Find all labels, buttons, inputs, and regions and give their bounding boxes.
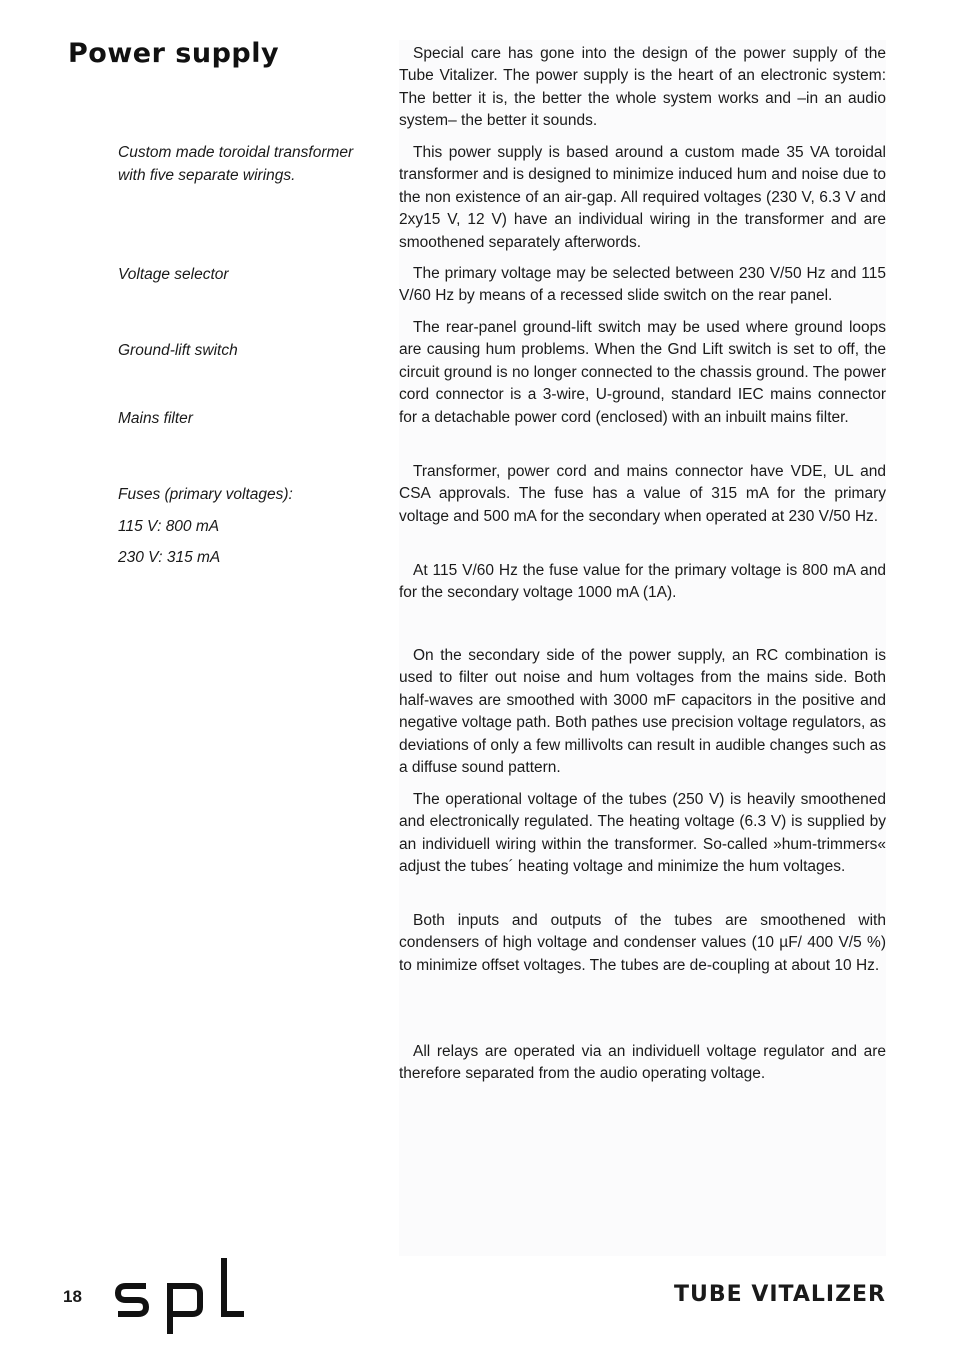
margin-note-ground-lift: Ground-lift switch <box>118 342 238 359</box>
spl-logo <box>114 1254 246 1340</box>
paragraph-intro: Special care has gone into the design of the power supply of the Tube Vitalizer. The power supply is the heart of an electronic system: The better it is, the better the whole system works and –in an audio system– the better it sounds. <box>399 45 886 130</box>
margin-note-voltage-selector: Voltage selector <box>118 266 229 283</box>
paragraph-secondary-side: On the secondary side of the power supply, an RC combination is used to filter out noise and hum voltages from the mains side. Both half-waves are smoothed with 3000 mF capacitors in the positive and negative voltage path. Both pathes use precision voltage regulators, as deviations of only a few millivolts can result in audible changes such as a diffuse sound pattern. <box>399 647 886 777</box>
product-name: TUBE VITALIZER <box>674 1282 886 1307</box>
paragraph-condensers: Both inputs and outputs of the tubes are smoothened with condensers of high voltage and condenser values (10 µF/ 400 V/5 %) to minimize offset voltages. The tubes are de-coupling at about 10 Hz. <box>399 912 886 974</box>
margin-note-mains-filter: Mains filter <box>118 410 193 427</box>
paragraph-voltage-selector: The primary voltage may be selected between 230 V/50 Hz and 115 V/60 Hz by means of a recessed slide switch on the rear panel. <box>399 265 886 305</box>
page-title: Power supply <box>68 38 280 69</box>
margin-note-transformer: Custom made toroidal transformer with five separate wirings. <box>118 144 354 184</box>
margin-note-fuses-heading: Fuses (primary voltages): <box>118 486 293 503</box>
paragraph-approvals: Transformer, power cord and mains connector have VDE, UL and CSA approvals. The fuse has a value of 315 mA for the primary voltage and 500 mA for the secondary when operated at 230 V/50 Hz. <box>399 463 886 525</box>
page-number: 18 <box>63 1287 82 1306</box>
paragraph-ground-lift: The rear-panel ground-lift switch may be used where ground loops are causing hum problems. When the Gnd Lift switch is set to off, the circuit ground is no longer connected to the chassis ground. The power cord connector is a 3-wire, U-ground, standard IEC mains connector for a detachable power cord (enclosed) with an inbuilt mains filter. <box>399 319 886 426</box>
margin-note-fuse-115: 115 V: 800 mA <box>118 518 220 535</box>
paragraph-tube-voltage: The operational voltage of the tubes (250 V) is heavily smoothened and electronically regulated. The heating voltage (6.3 V) is supplied by an individuell wiring within the transformer. So-called »hum-trimmers« adjust the tubes´ heating voltage and minimize the hum voltages. <box>399 791 886 876</box>
paragraph-transformer: This power supply is based around a custom made 35 VA toroidal transformer and is designed to minimize induced hum and noise due to the non existence of an air-gap. All required voltages (230 V, 6.3 V and 2xy15 V, 12 V) have an individual wiring in the transformer and are smoothened separately afterwords. <box>399 144 886 251</box>
margin-note-fuse-230: 230 V: 315 mA <box>118 549 221 566</box>
paragraph-relays: All relays are operated via an individuell voltage regulator and are therefore separated from the audio operating voltage. <box>399 1043 886 1083</box>
paragraph-fuse-115: At 115 V/60 Hz the fuse value for the primary voltage is 800 mA and for the secondary voltage 1000 mA (1A). <box>399 562 886 602</box>
